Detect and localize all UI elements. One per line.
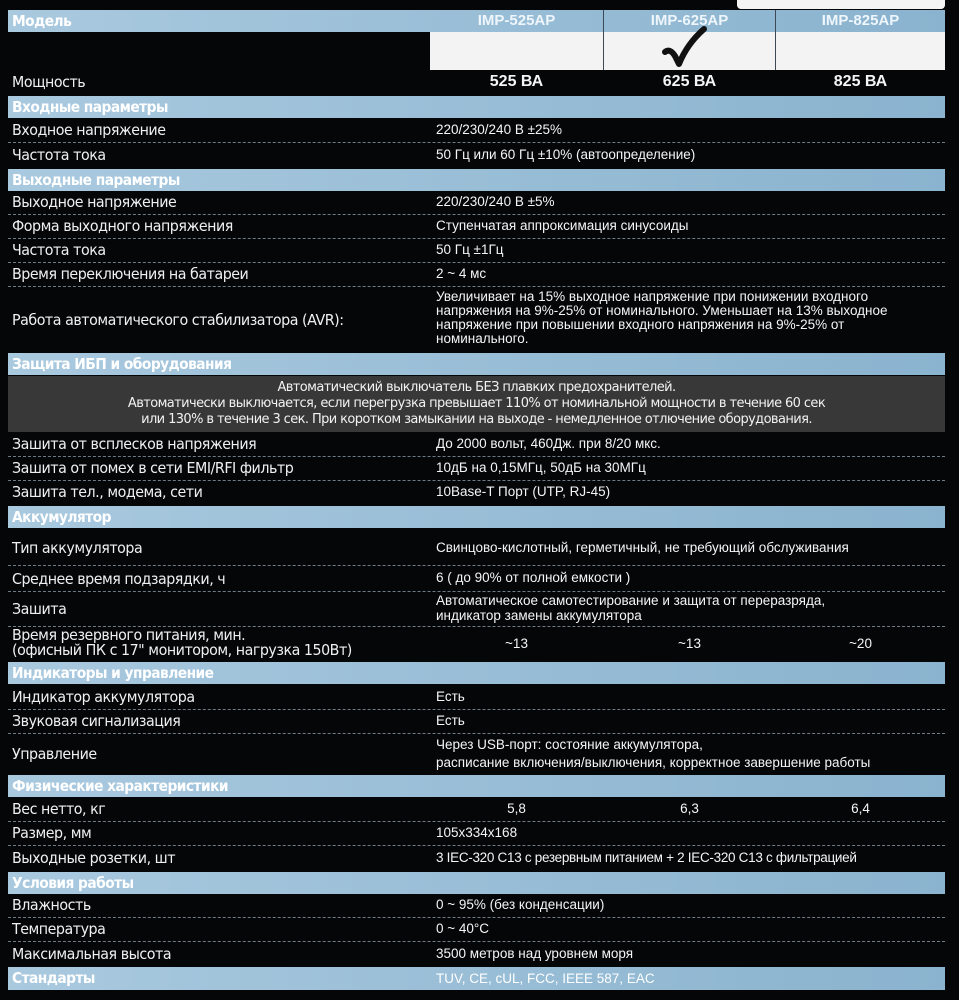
spec-value-line: Через USB-порт: состояние аккумулятора, [436, 737, 703, 752]
spec-value: 220/230/240 В ±25% [436, 122, 563, 137]
spec-row [8, 710, 945, 734]
section-header-environment [8, 872, 945, 894]
model-name-625: IMP-625AP [650, 12, 729, 29]
spec-label: Частота тока [12, 146, 106, 164]
power-825: 825 ВА [833, 73, 888, 90]
spec-label: Частота тока [12, 241, 106, 259]
spec-value: 105x334x168 [436, 825, 518, 840]
section-header-standards [8, 967, 945, 990]
spec-value: 50 Гц ±1Гц [436, 242, 504, 257]
spec-value: 6 ( до 90% от полной емкости ) [436, 570, 631, 585]
spec-value: Есть [436, 689, 465, 704]
section-header-output [8, 169, 945, 191]
section-header-input [8, 96, 945, 118]
spec-row [8, 592, 945, 627]
spec-label: Размер, мм [12, 824, 92, 842]
backup-time-525: ~13 [505, 636, 528, 651]
spec-row [8, 481, 945, 505]
spec-label: Выходное напряжение [12, 193, 177, 211]
spec-row [8, 846, 945, 871]
spec-label-line: (офисный ПК с 17" монитором, нагрузка 150Вт) [12, 641, 352, 659]
section-title: Выходные параметры [12, 171, 180, 189]
weight-525: 5,8 [507, 801, 526, 816]
power-label: Мощность [12, 73, 86, 91]
section-title: Физические характеристики [12, 777, 229, 795]
protection-note-line: или 130% в течение 3 сек. При коротком замыкании на выходе - немедленное отлючение оборудования. [141, 412, 812, 427]
power-525: 525 ВА [489, 73, 544, 90]
spec-row [8, 239, 945, 263]
weight-625: 6,3 [680, 801, 699, 816]
spec-value: 0 ~ 95% (без конденсации) [436, 897, 605, 912]
spec-value: Ступенчатая аппроксимация синусоиды [436, 218, 689, 233]
model-name-825: IMP-825AP [821, 12, 900, 29]
spec-label: Выходные розетки, шт [12, 849, 176, 867]
section-title: Индикаторы и управление [12, 664, 214, 682]
spec-row [8, 942, 945, 966]
spec-label: Вес нетто, кг [12, 800, 106, 818]
weight-825: 6,4 [851, 801, 870, 816]
spec-label: Форма выходного напряжения [12, 217, 233, 235]
spec-row [8, 685, 945, 710]
spec-label: Индикатор аккумулятора [12, 688, 195, 706]
section-header-battery [8, 506, 945, 528]
checkmark-icon [660, 26, 710, 70]
standards-value: TUV, CE, cUL, FCC, IEEE 587, EAC [436, 971, 655, 986]
section-title: Условия работы [12, 874, 134, 892]
spec-row [8, 528, 945, 566]
section-header-indicators [8, 662, 945, 684]
spec-label: Среднее время подзарядки, ч [12, 570, 226, 588]
spec-value: Увеличивает на 15% выходное напряжение при понижении входного напряжения на 9%-25% от номинального. Уменьшает на 13% выходное напряжение при повышении входного напряжения на 9%-25% от номинального. [436, 289, 888, 346]
backup-time-625: ~13 [678, 636, 701, 651]
spec-row [8, 566, 945, 592]
section-title: Стандарты [12, 969, 95, 987]
spec-label: Зашита тел., модема, сети [12, 483, 203, 501]
spec-label: Температура [12, 920, 106, 938]
protection-note-line: Автоматически выключается, если перегрузка превышает 110% от номинальной мощности в течение 60 сек [127, 396, 826, 411]
section-header-protection [8, 353, 945, 375]
spec-label: Входное напряжение [12, 121, 166, 139]
spec-label: Зашита от помех в сети EMI/RFI фильтр [12, 459, 294, 477]
backup-time-825: ~20 [849, 636, 872, 651]
spec-row [8, 894, 945, 918]
spec-row [8, 143, 945, 169]
section-title: Входные параметры [12, 98, 168, 116]
spec-row [8, 734, 945, 774]
spec-label: Зашита [12, 600, 67, 618]
spec-label: Зашита от всплесков напряжения [12, 435, 257, 453]
spec-value: 3500 метров над уровнем моря [436, 946, 634, 961]
spec-value: 0 ~ 40°C [436, 921, 490, 936]
spec-value: 10Base-T Порт (UTP, RJ-45) [436, 484, 611, 499]
model-label: Модель [12, 12, 72, 30]
spec-label: Управление [12, 745, 97, 763]
selection-box-825[interactable] [776, 32, 945, 70]
spec-label: Влажность [12, 896, 91, 914]
spec-value: До 2000 вольт, 460Дж. при 8/20 мкс. [436, 436, 661, 451]
section-title: Аккумулятор [12, 508, 111, 526]
spec-value-line: Автоматическое самотестирование и защита от переразряда, [436, 593, 826, 608]
spec-label: Максимальная высота [12, 945, 172, 963]
spec-row [8, 191, 945, 215]
spec-row [8, 263, 945, 287]
spec-label: Работа автоматического стабилизатора (AVR): [12, 311, 344, 329]
spec-value: 3 IEC-320 C13 с резервным питанием + 2 IEC-320 C13 с фильтрацией [436, 850, 857, 865]
spec-value: 220/230/240 В ±5% [436, 194, 555, 209]
spec-row [8, 457, 945, 481]
spec-label: Время переключения на батареи [12, 265, 249, 283]
serial-sticker [737, 0, 945, 9]
spec-row [8, 215, 945, 239]
protection-note-line: Автоматический выключатель БЕЗ плавких предохранителей. [277, 380, 676, 395]
spec-row [8, 918, 945, 942]
spec-value: Свинцово-кислотный, герметичный, не требующий обслуживания [436, 540, 849, 555]
protection-note-box [8, 376, 945, 432]
section-header-physical [8, 775, 945, 797]
spec-value: 50 Гц или 60 Гц ±10% (автоопределение) [436, 147, 696, 162]
spec-label-line: Время резервного питания, мин. [12, 626, 246, 644]
spec-row [8, 287, 945, 352]
spec-row [8, 118, 945, 143]
spec-label: Звуковая сигнализация [12, 712, 181, 730]
spec-value: Есть [436, 713, 465, 728]
spec-value: 2 ~ 4 мс [436, 266, 487, 281]
spec-row [8, 822, 945, 846]
section-title: Защита ИБП и оборудования [12, 355, 232, 373]
spec-value: 10дБ на 0,15МГц, 50дБ на 30МГц [436, 460, 646, 475]
spec-row [8, 432, 945, 457]
spec-value-line: расписание включения/выключения, корректное завершение работы [436, 755, 871, 770]
selection-box-525[interactable] [430, 32, 603, 70]
spec-value-line: индикатор замены аккумулятора [436, 608, 642, 623]
power-625: 625 ВА [662, 73, 717, 90]
spec-label: Тип аккумулятора [12, 539, 143, 557]
model-name-525: IMP-525AP [477, 12, 556, 29]
